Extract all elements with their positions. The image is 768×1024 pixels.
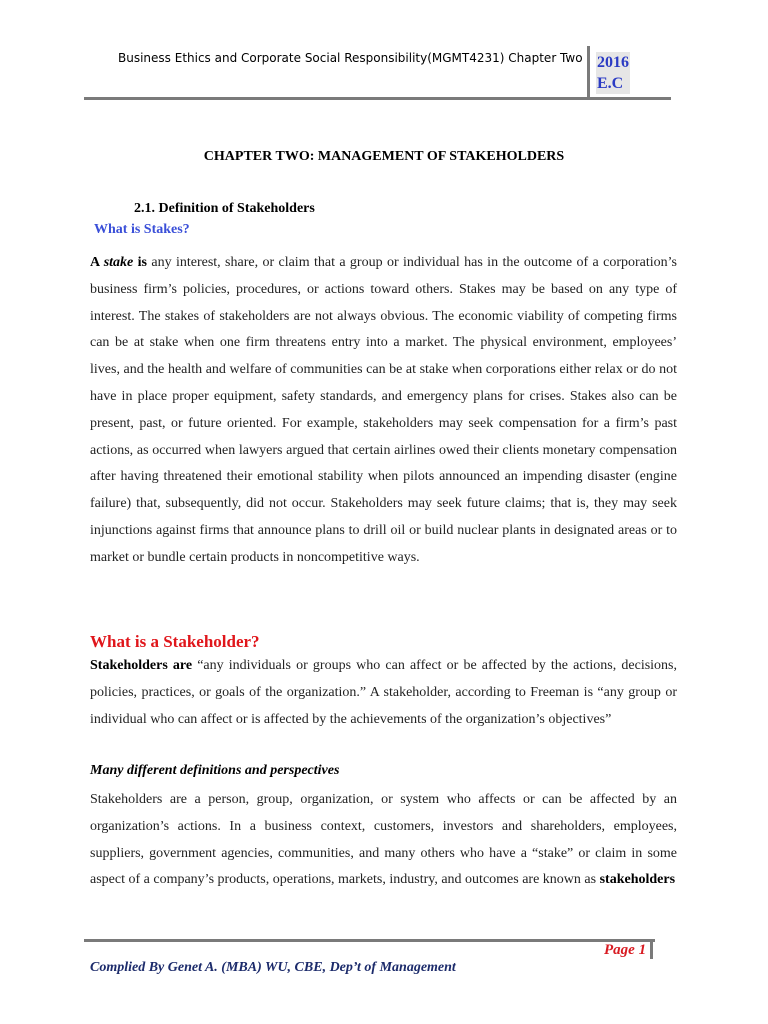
header-year <box>596 52 630 94</box>
stakeholder-heading: What is a Stakeholder? <box>90 632 260 651</box>
running-header-title: Business Ethics and Corporate Social Responsibility(MGMT4231) Chapter Two <box>118 51 583 65</box>
header-rule <box>84 97 671 100</box>
stakes-body: any interest, share, or claim that a group or individual has in the outcome of a corporation’s business firm’s policies, procedures, or actions toward others. Stakes may be based on any type of interest. The stakes of stakeholders are not always obvious. The economic viability of competing firms can be at stake when one firm threatens entry into a market. The physical environment, employees’ lives, and the health and welfare of communities can be at stake when corporations either relax or do not have in place proper equipment, safety standards, and emergency plans for crises. Stakes also can be present, past, or future oriented. For example, stakeholders may seek compensation for a firm’s past actions, as occurred when lawyers argued that certain airlines owed their clients monetary compensation after having threatened their emotional stability when pilots announced an impending disaster (engine failure) that, subsequently, did not occur. Stakeholders may seek future claims; that is, they may seek injunctions against firms that announce plans to drill oil or build nuclear plants in designated areas or to market or bundle certain products in noncompetitive ways. <box>90 255 677 565</box>
definitions-body: Stakeholders are a person, group, organization, or system who affects or can be affected by an organization’s actions. In a business context, customers, investors and shareholders, employees, suppliers, government agencies, communities, and many others who have a “stake” or claim in some aspect of a company’s products, operations, markets, industry, and outcomes are known as <box>90 792 677 888</box>
footer-rule <box>84 939 655 942</box>
definitions-paragraph <box>90 787 677 894</box>
chapter-title: CHAPTER TWO: MANAGEMENT OF STAKEHOLDERS <box>203 149 565 164</box>
page-number: Page 1 <box>604 942 647 958</box>
stakes-lead-is: is <box>133 255 147 270</box>
footer-credit: Complied By Genet A. (MBA) WU, CBE, Dep’t of Management <box>90 960 456 975</box>
stakes-paragraph <box>90 250 677 572</box>
stakes-lead-a: A <box>90 255 104 270</box>
stakeholder-body: “any individuals or groups who can affect or be affected by the actions, decisions, policies, practices, or goals of the organization.” A stakeholder, according to Freeman is “any group or individual who can affect or is affected by the achievements of the organization’s objectives” <box>90 658 677 727</box>
definitions-heading: Many different definitions and perspectives <box>90 763 340 778</box>
header-year-era: E.C <box>597 75 624 92</box>
stakeholder-paragraph <box>90 653 677 733</box>
section-heading: 2.1. Definition of Stakeholders <box>134 201 315 216</box>
definitions-tail: stakeholders <box>599 872 676 888</box>
stakes-lead-term: stake <box>103 255 134 270</box>
stakes-question: What is Stakes? <box>94 222 190 237</box>
header-divider <box>587 46 590 98</box>
header-year-number: 2016 <box>597 54 629 71</box>
footer-divider <box>650 941 653 959</box>
stakeholder-lead: Stakeholders are <box>90 658 193 673</box>
